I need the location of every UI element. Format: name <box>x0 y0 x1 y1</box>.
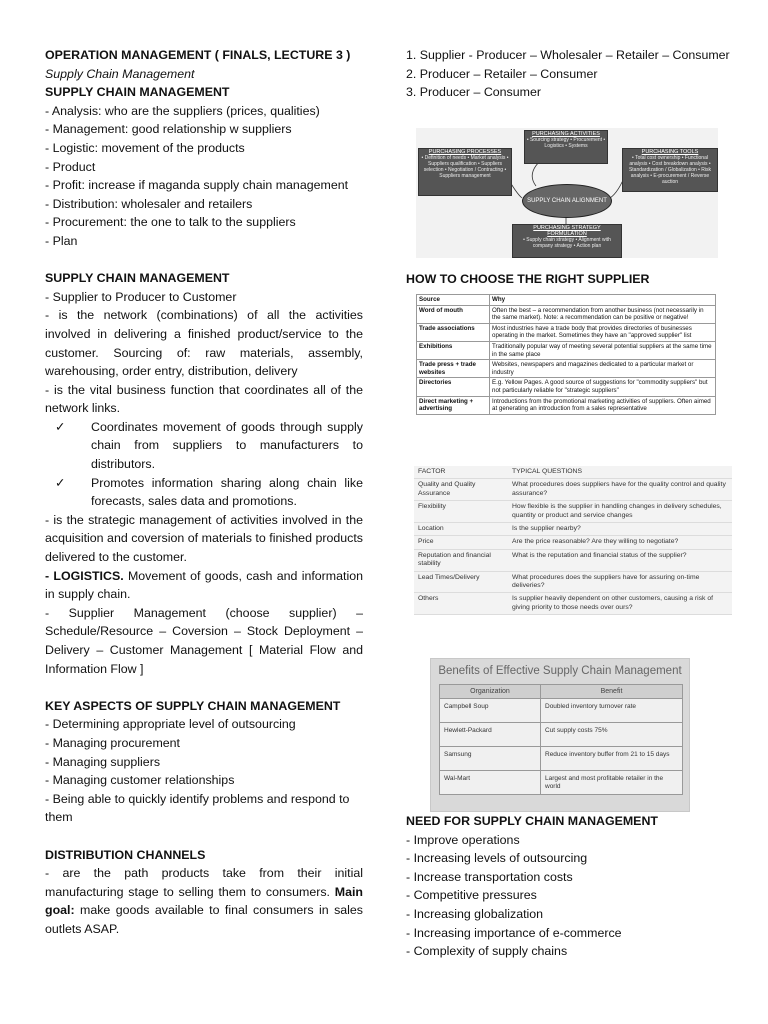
table-cell: Price <box>414 536 508 549</box>
table-row <box>414 523 732 536</box>
right-column-top <box>406 46 732 102</box>
section-title-need-scm: NEED FOR SUPPLY CHAIN MANAGEMENT <box>406 814 658 828</box>
table-cell: Cut supply costs 75% <box>541 723 683 747</box>
box-title: PURCHASING TOOLS <box>641 149 699 155</box>
table-header-row <box>414 466 732 479</box>
table-header-cell: Source <box>417 295 490 306</box>
table-cell: Campbell Soup <box>440 699 541 723</box>
table-row <box>417 396 716 414</box>
table-row <box>417 341 716 359</box>
box-title: PURCHASING STRATEGY FORMULATION <box>533 225 601 237</box>
table-cell: Websites, newspapers and magazines dedicated to a particular market or industry <box>490 360 716 378</box>
table-cell: Reduce inventory buffer from 21 to 15 days <box>541 747 683 771</box>
check-item-text: Promotes information sharing along chain like forecasts, sales data and promotions. <box>91 475 363 509</box>
box-items: • Sourcing strategy • Procurement • Logistics • Systems <box>526 137 606 149</box>
purchasing-activities-box <box>524 130 608 164</box>
table-cell: How flexible is the supplier in handling changes in delivery schedules, quantity or product and service changes <box>508 501 732 523</box>
check-item <box>55 474 363 511</box>
scm-paragraph: - is the vital business function that coordinates all of the network links. <box>45 382 363 416</box>
channel-item: 3. Producer – Consumer <box>406 85 541 100</box>
table-header-cell: TYPICAL QUESTIONS <box>508 466 732 479</box>
table-row <box>414 536 732 549</box>
box-items: • Total cost ownership • Functional analysis • Cost breakdown analysis • Standardization / Globalization • Risk analysis • E-procurement / Reverse auction <box>628 155 712 185</box>
checkmark-icon: ✓ <box>55 419 66 434</box>
list-item: - Managing suppliers <box>45 754 161 769</box>
table-cell: Location <box>414 523 508 536</box>
key-aspects-list <box>45 715 363 827</box>
table-row <box>440 747 683 771</box>
logistics-paragraph <box>45 567 363 604</box>
list-item: - Management: good relationship w suppliers <box>45 122 292 137</box>
checkmark-icon: ✓ <box>55 475 66 490</box>
list-item: - Increasing levels of outsourcing <box>406 851 588 866</box>
list-item: - Managing procurement <box>45 735 180 750</box>
list-item: - Increase transportation costs <box>406 869 573 884</box>
table-cell: Lead Times/Delivery <box>414 571 508 593</box>
box-items: • Supply chain strategy • Alignment with company strategy • Action plan <box>523 237 611 249</box>
table-cell: Samsung <box>440 747 541 771</box>
table-row <box>440 771 683 795</box>
table-cell: Directories <box>417 378 490 396</box>
channel-item: 2. Producer – Retailer – Consumer <box>406 66 598 81</box>
table-cell: Often the best – a recommendation from another business (not necessarily in the same market). Note: a recommendation can be positive or negative! <box>490 305 716 323</box>
list-item: - Analysis: who are the suppliers (prices, qualities) <box>45 103 320 118</box>
document-subtitle: Supply Chain Management <box>45 66 195 81</box>
section-title-key-aspects: KEY ASPECTS OF SUPPLY CHAIN MANAGEMENT <box>45 698 341 713</box>
section-title-distribution: DISTRIBUTION CHANNELS <box>45 847 206 862</box>
table-row <box>440 723 683 747</box>
table-row <box>414 479 732 501</box>
logistics-label: - LOGISTICS. <box>45 568 124 583</box>
list-item: - Logistic: movement of the products <box>45 140 245 155</box>
table-header-row <box>440 685 683 699</box>
check-item-text: Coordinates movement of goods through supply chain from suppliers to manufacturers to distributors. <box>91 419 363 472</box>
scm-aspects-list <box>45 102 363 251</box>
main-goal-label: Main goal: <box>45 884 363 918</box>
supply-chain-alignment-ellipse: SUPPLY CHAIN ALIGNMENT <box>522 184 612 218</box>
table-row <box>440 699 683 723</box>
scm-paragraph: - is the strategic management of activities involved in the acquisition and coversion of materials to finished products delivered to the customer. <box>45 512 363 565</box>
list-item: - Improve operations <box>406 832 520 847</box>
list-item: - Profit: increase if maganda supply chain management <box>45 178 349 193</box>
table-cell: Are the price reasonable? Are they willing to negotiate? <box>508 536 732 549</box>
table-cell: Is the supplier nearby? <box>508 523 732 536</box>
list-item: - Distribution: wholesaler and retailers <box>45 196 253 211</box>
table-cell: What is the reputation and financial status of the supplier? <box>508 549 732 571</box>
table-cell: Doubled inventory turnover rate <box>541 699 683 723</box>
table-row <box>414 501 732 523</box>
benefits-table-figure <box>430 658 690 812</box>
table-header-cell: FACTOR <box>414 466 508 479</box>
list-item: - Increasing globalization <box>406 906 544 921</box>
section-title-choose-supplier: HOW TO CHOOSE THE RIGHT SUPPLIER <box>406 272 650 286</box>
table-row <box>414 549 732 571</box>
left-column <box>45 46 363 939</box>
distribution-text: make goods available to final consumers in sales outlets ASAP. <box>45 903 363 936</box>
table-cell: Exhibitions <box>417 341 490 359</box>
table-header-cell: Why <box>490 295 716 306</box>
logistics-text: Movement of goods, cash and information in supply chain. <box>45 568 363 602</box>
right-column-bottom <box>406 812 732 961</box>
document-header: OPERATION MANAGEMENT ( FINALS, LECTURE 3 ) <box>45 48 351 62</box>
table-cell: Largest and most profitable retailer in the world <box>541 771 683 795</box>
table-cell: Wal-Mart <box>440 771 541 795</box>
scm-paragraph: - Supplier Management (choose supplier) – Schedule/Resource – Coversion – Stock Deployment – Delivery – Customer Management [ Material Flow and Information Flow ] <box>45 605 363 676</box>
table-row <box>414 571 732 593</box>
list-item: - Managing customer relationships <box>45 773 235 788</box>
purchasing-tools-box <box>622 148 718 192</box>
purchasing-processes-box <box>418 148 512 196</box>
distribution-paragraph <box>45 864 363 938</box>
box-items: • Definition of needs • Market analysis • Suppliers qualification • Suppliers selection • Negotiation / Contracting • Suppliers management <box>421 155 509 179</box>
table-cell: What procedures does the suppliers have for assuring on-time deliveries? <box>508 571 732 593</box>
scm-paragraph: - is the network (combinations) of all the activities involved in delivering a finished product/service to the customer. Sourcing of: raw materials, assembly, warehousing, order entry, distribution, delivery <box>45 308 363 379</box>
table-cell: Is supplier heavily dependent on other customers, causing a risk of giving priority to those needs over ours? <box>508 593 732 615</box>
list-item: - Complexity of supply chains <box>406 944 568 959</box>
supplier-source-table <box>416 294 716 415</box>
distribution-text: - are the path products take from their initial manufacturing stage to selling them to consumers. <box>45 866 363 899</box>
table-cell: Trade press + trade websites <box>417 360 490 378</box>
table-cell: Most industries have a trade body that provides directories of businesses operating in the market. Sometimes they have an "approved supplier" list <box>490 323 716 341</box>
box-title: PURCHASING ACTIVITIES <box>532 131 600 137</box>
table-row <box>417 360 716 378</box>
box-title: PURCHASING PROCESSES <box>428 149 502 155</box>
section-title-scm-1: SUPPLY CHAIN MANAGEMENT <box>45 85 230 100</box>
purchasing-diagram <box>416 128 718 258</box>
table-cell: Direct marketing + advertising <box>417 396 490 414</box>
table-cell: Trade associations <box>417 323 490 341</box>
benefits-title: Benefits of Effective Supply Chain Management <box>438 665 682 677</box>
table-row <box>417 378 716 396</box>
list-item: - Being able to quickly identify problems and respond to them <box>45 791 350 825</box>
table-cell: Word of mouth <box>417 305 490 323</box>
table-cell: Flexibility <box>414 501 508 523</box>
table-row <box>417 323 716 341</box>
table-cell: Hewlett-Packard <box>440 723 541 747</box>
table-row <box>417 305 716 323</box>
channel-item: 1. Supplier - Producer – Wholesaler – Retailer – Consumer <box>406 48 730 62</box>
list-item: - Increasing importance of e-commerce <box>406 925 622 940</box>
table-cell: Quality and Quality Assurance <box>414 479 508 501</box>
supplier-factor-table <box>414 466 732 615</box>
table-cell: Reputation and financial stability <box>414 549 508 571</box>
list-item: - Competitive pressures <box>406 888 537 903</box>
purchasing-strategy-box <box>512 224 622 258</box>
table-cell: What procedures does suppliers have for the quality control and quality assurance? <box>508 479 732 501</box>
table-cell: Introductions from the promotional marketing activities of suppliers. Often aimed at generating an introduction from a sales representative <box>490 396 716 414</box>
table-header-row <box>417 295 716 306</box>
table-cell: Others <box>414 593 508 615</box>
table-header-cell: Benefit <box>541 685 683 699</box>
check-item <box>55 418 363 474</box>
list-item: - Procurement: the one to talk to the suppliers <box>45 215 296 230</box>
table-cell: E.g. Yellow Pages. A good source of suggestions for "commodity suppliers" but not particularly reliable for "strategic suppliers" <box>490 378 716 396</box>
section-title-scm-2: SUPPLY CHAIN MANAGEMENT <box>45 271 230 286</box>
list-item: - Product <box>45 159 96 174</box>
table-cell: Traditionally popular way of meeting several potential suppliers at the same time in the same place <box>490 341 716 359</box>
list-item: - Determining appropriate level of outsourcing <box>45 717 296 732</box>
scm-line: - Supplier to Producer to Customer <box>45 289 237 304</box>
table-header-cell: Organization <box>440 685 541 699</box>
list-item: - Plan <box>45 233 78 248</box>
table-row <box>414 593 732 615</box>
